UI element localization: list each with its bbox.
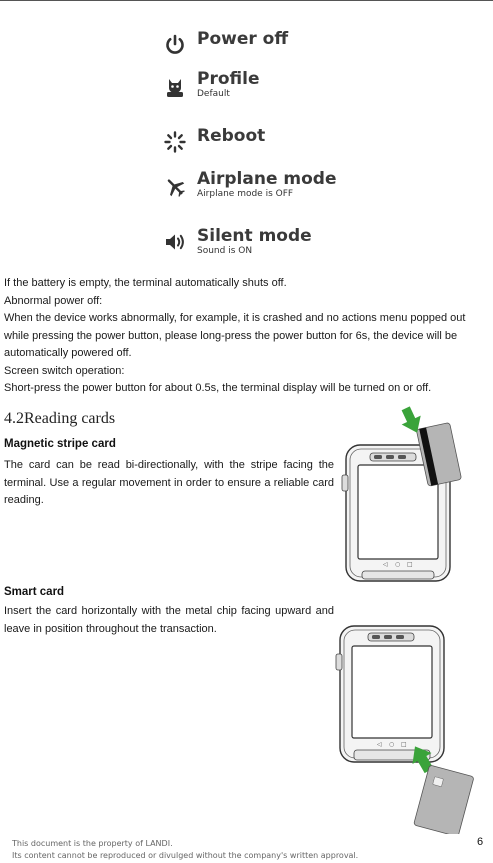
- svg-text:□: □: [401, 741, 407, 748]
- screen-switch-heading: Screen switch operation:: [4, 364, 125, 377]
- svg-text:◁: ◁: [377, 741, 382, 748]
- profile-icon: [163, 75, 187, 99]
- magnetic-stripe-paragraph: The card can be read bi-directionally, with the stripe facing the terminal. Use a regular movement in order to ensure a reliable card reading.: [4, 459, 334, 506]
- smart-card-illustration: [334, 624, 482, 834]
- menu-item-title: Power off: [197, 29, 289, 49]
- magnetic-stripe-illustration: [340, 405, 480, 585]
- page-number: 6: [477, 836, 484, 848]
- menu-item-subtitle: Sound is ON: [197, 246, 253, 256]
- svg-text:◁: ◁: [383, 561, 388, 568]
- power-icon: [163, 33, 187, 57]
- menu-item-title: Silent mode: [197, 226, 312, 246]
- header-rule: [0, 0, 493, 1]
- footer-approval-line: Its content cannot be reproduced or divulged without the company's written approval.: [12, 851, 359, 860]
- svg-text:○: ○: [389, 741, 395, 748]
- svg-text:□: □: [407, 561, 413, 568]
- screen-switch-paragraph: Short-press the power button for about 0.5s, the terminal display will be turned on or off.: [4, 382, 432, 394]
- airplane-icon: [163, 175, 187, 199]
- smart-card-paragraph: Insert the card horizontally with the metal chip facing upward and leave in position throughout the transaction.: [4, 605, 334, 635]
- menu-item-title: Reboot: [197, 126, 266, 146]
- section-title: 4.2Reading cards: [4, 410, 116, 427]
- reboot-icon: [163, 130, 187, 154]
- svg-text:○: ○: [395, 561, 401, 568]
- magnetic-stripe-heading: Magnetic stripe card: [4, 438, 116, 450]
- footer-copyright-line: This document is the property of LANDI.: [12, 839, 173, 848]
- speaker-icon: [163, 230, 187, 254]
- abnormal-power-off-paragraph: When the device works abnormally, for example, it is crashed and no actions menu popped out while pressing the power button, please long-press the power button for 6s, the device will be automatically powered off.: [4, 312, 466, 359]
- menu-item-title: Airplane mode: [197, 169, 337, 189]
- menu-item-title: Profile: [197, 69, 260, 89]
- abnormal-power-off-heading: Abnormal power off:: [4, 294, 103, 307]
- battery-paragraph: If the battery is empty, the terminal automatically shuts off.: [4, 277, 287, 289]
- menu-item-subtitle: Default: [197, 89, 230, 99]
- menu-item-subtitle: Airplane mode is OFF: [197, 189, 294, 199]
- smart-card-heading: Smart card: [4, 586, 65, 598]
